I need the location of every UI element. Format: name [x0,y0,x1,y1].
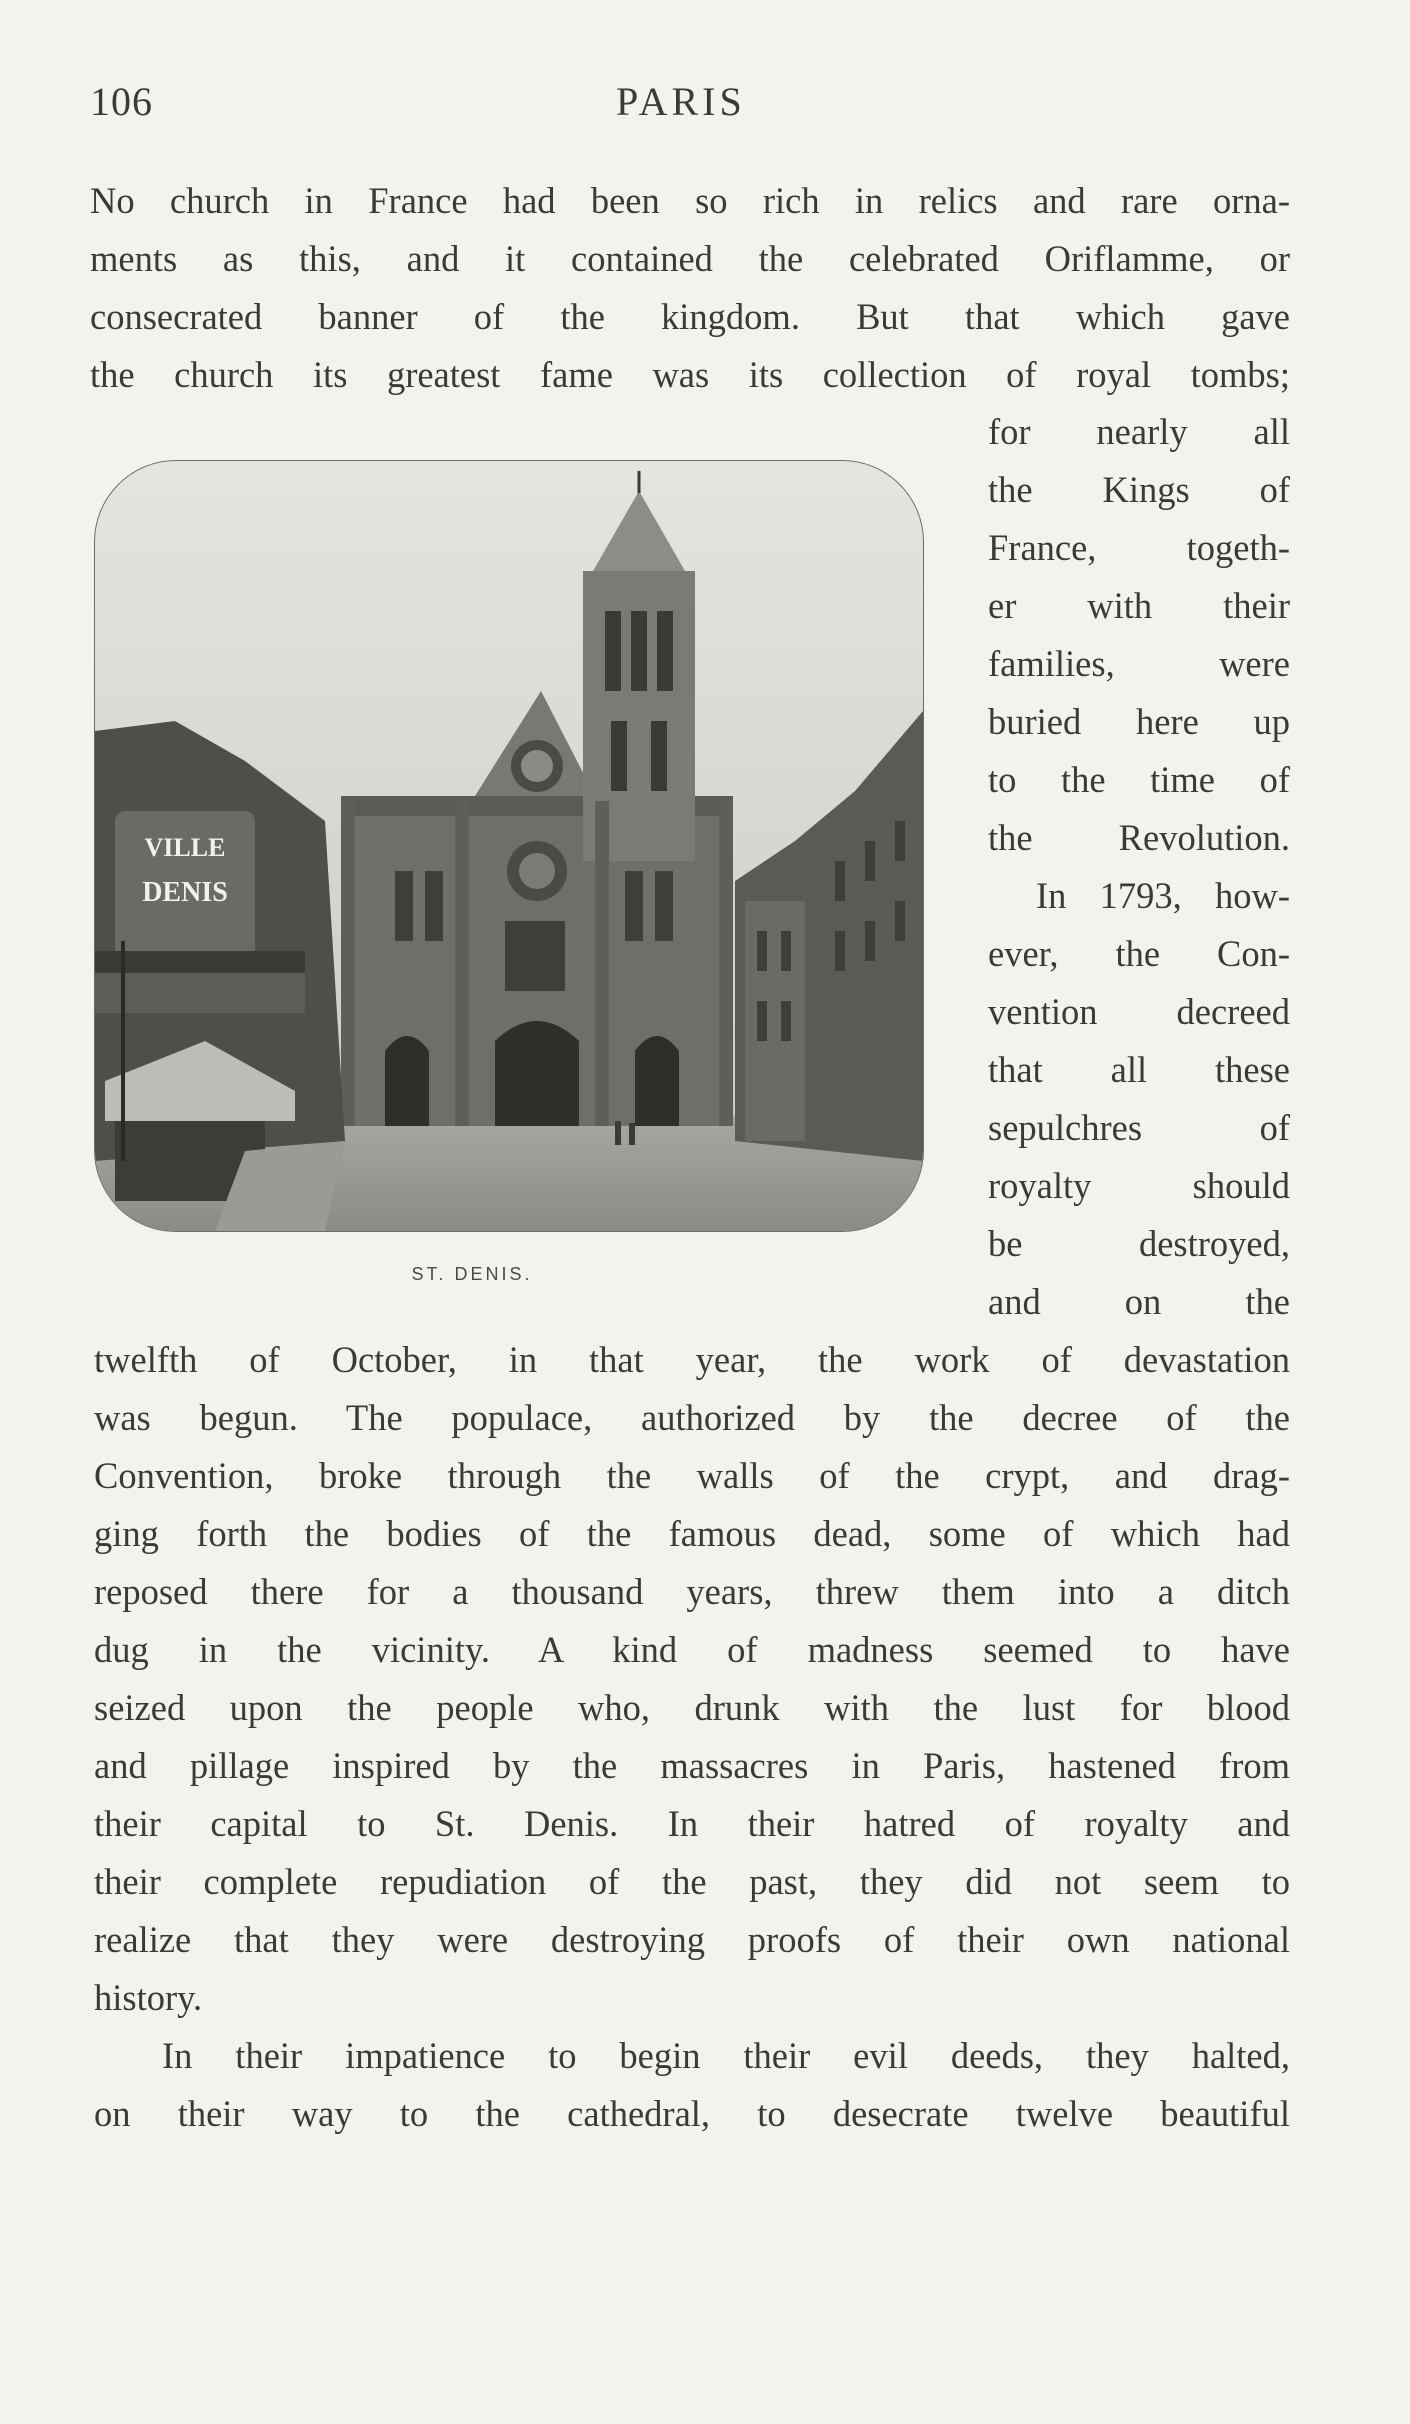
figure-caption: ST. DENIS. [411,1264,533,1284]
text-line: No church in France had been so rich in relics and rare orna- [90,180,1290,221]
text-line: In their impatience to begin their evil deeds, they halted, [162,2035,1290,2076]
text-line: and pillage inspired by the massacres in Paris, hastened from [94,1745,1290,1786]
text-line: their complete repudiation of the past, they did not seem to [94,1861,1290,1902]
text-line: history. [94,1977,203,2018]
text-line: ever, the Con- [988,933,1290,974]
text-line: consecrated banner of the kingdom. But that which gave [90,296,1290,337]
text-line: that all these [988,1049,1290,1090]
text-line: ments as this, and it contained the celebrated Oriflamme, or [90,238,1290,279]
text-line: and on the [988,1281,1290,1322]
text-line: er with their [988,585,1290,626]
text-line: the Revolution. [988,817,1290,858]
st-denis-photograph [94,460,924,1232]
page-number: 106 [90,79,153,124]
text-line: realize that they were destroying proofs of their own national [94,1919,1290,1960]
text-line: twelfth of October, in that year, the work of devastation [94,1339,1290,1380]
text-line: be destroyed, [988,1223,1290,1264]
page-header [90,78,1290,128]
text-line: buried here up [988,701,1290,742]
text-line: reposed there for a thousand years, threw them into a ditch [94,1571,1290,1612]
text-line: ging forth the bodies of the famous dead, some of which had [94,1513,1290,1554]
text-line: their capital to St. Denis. In their hatred of royalty and [94,1803,1290,1844]
text-line: vention decreed [988,991,1290,1032]
text-line: on their way to the cathedral, to desecrate twelve beautiful [94,2093,1290,2134]
text-line: In 1793, how- [1036,875,1290,916]
running-title: PARIS [616,79,746,124]
text-line: the Kings of [988,469,1290,510]
text-line: for nearly all [988,411,1290,452]
text-line: France, togeth- [988,527,1290,568]
text-line: to the time of [988,759,1290,800]
text-line: dug in the vicinity. A kind of madness seemed to have [94,1629,1290,1670]
sign-text-denis: DENIS [142,877,228,908]
text-line: Convention, broke through the walls of the crypt, and drag- [94,1455,1290,1496]
text-line: sepulchres of [988,1107,1290,1148]
text-line: the church its greatest fame was its collection of royal tombs; [90,354,1290,395]
text-line: royalty should [988,1165,1290,1206]
text-line: families, were [988,643,1290,684]
text-line: seized upon the people who, drunk with the lust for blood [94,1687,1290,1728]
text-line: was begun. The populace, authorized by the decree of the [94,1397,1290,1438]
sign-text-ville: VILLE [144,833,226,862]
